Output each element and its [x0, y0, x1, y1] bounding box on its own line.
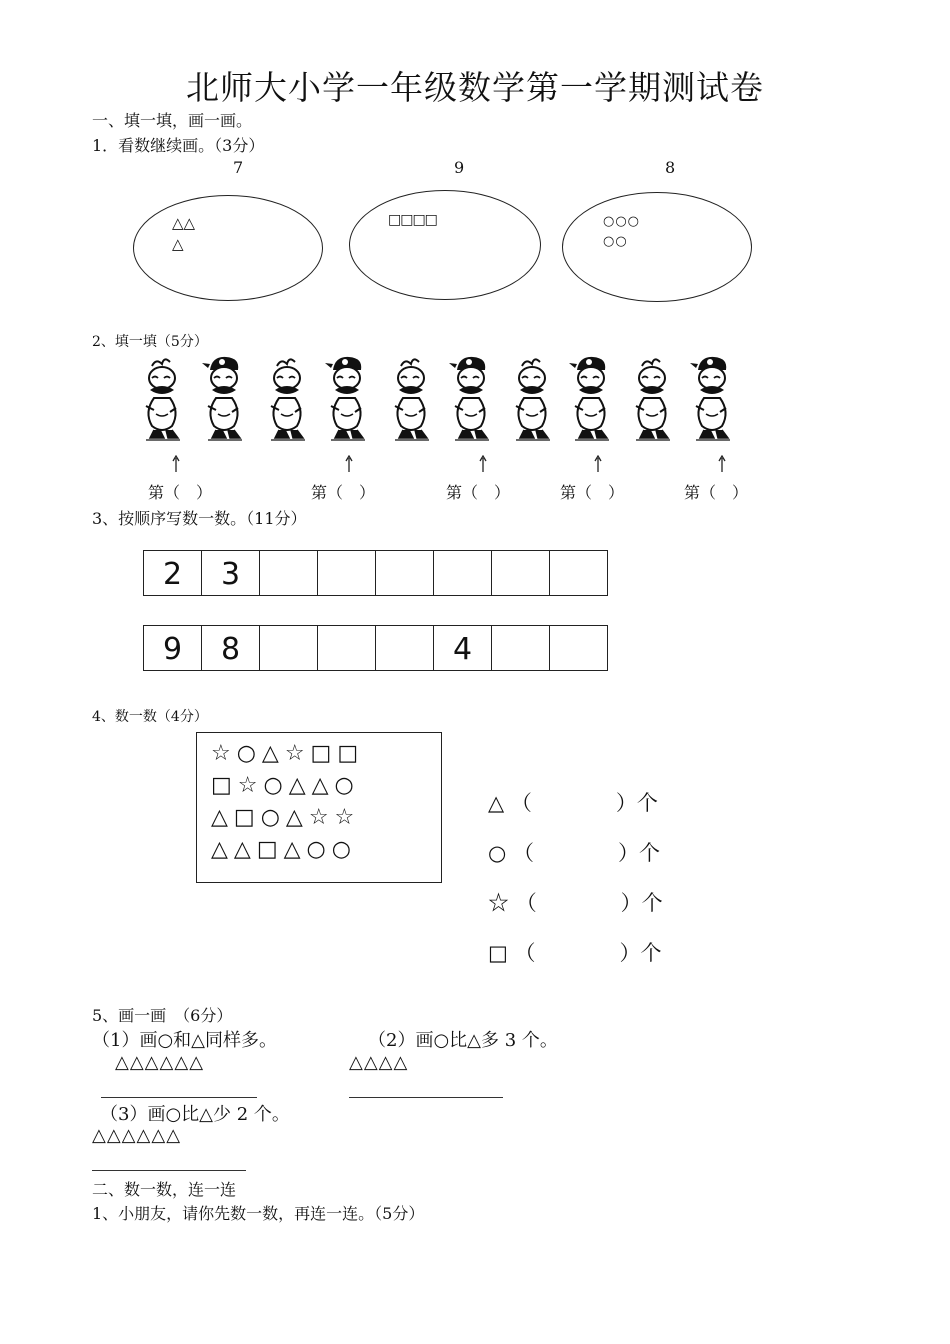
duck-icon: [508, 352, 556, 448]
q5-part3-shapes: △△△△△△: [92, 1125, 182, 1146]
sequence-cell[interactable]: [492, 626, 550, 671]
arrow-up-icon: [171, 455, 181, 473]
sequence-cell[interactable]: [492, 551, 550, 596]
sequence-cell[interactable]: [318, 551, 376, 596]
sequence-cell[interactable]: [376, 626, 434, 671]
q5-part2: （2）画○比△多 3 个。: [368, 1030, 558, 1051]
q1-shapes-1b: △: [172, 235, 184, 253]
drawing-oval-3[interactable]: [562, 192, 752, 302]
count-blank[interactable]: （ ）个: [515, 891, 663, 915]
section1-heading: 一、填一填，画一画。: [92, 111, 253, 130]
page-title: 北师大小学一年级数学第一学期测试卷: [186, 68, 764, 107]
count-blank[interactable]: （ ）个: [510, 791, 658, 815]
duck-with-cap-icon: [447, 352, 495, 448]
duck-icon: [628, 352, 676, 448]
count-star[interactable]: [488, 887, 663, 917]
count-triangle[interactable]: [488, 787, 658, 817]
q5-label: 5、画一画 （6分）: [92, 1006, 233, 1025]
q1-shapes-3a: ○○○: [603, 214, 641, 229]
triangle-icon: △: [488, 791, 505, 815]
ordinal-blank-4[interactable]: 第（ ）: [560, 483, 625, 502]
sequence-cell[interactable]: [376, 551, 434, 596]
ordinal-blank-5[interactable]: 第（ ）: [684, 483, 749, 502]
number-sequence-row-1: [143, 550, 608, 596]
ordinal-blank-1[interactable]: 第（ ）: [148, 483, 213, 502]
sequence-cell[interactable]: 9: [144, 626, 202, 671]
sequence-cell[interactable]: [318, 626, 376, 671]
q2-label: 2、填一填（5分）: [92, 334, 208, 350]
shape-count-box: [196, 732, 442, 883]
section2-q1: 1、小朋友，请你先数一数，再连一连。（5分）: [92, 1204, 425, 1223]
sequence-cell[interactable]: [260, 551, 318, 596]
section2-heading: 二、数一数，连一连: [92, 1180, 237, 1199]
ordinal-blank-2[interactable]: 第（ ）: [311, 483, 376, 502]
answer-line[interactable]: [349, 1097, 503, 1098]
duck-with-cap-icon: [567, 352, 615, 448]
shape-row: □☆○△△○: [211, 773, 360, 798]
q1-number-2: 9: [454, 158, 465, 177]
sequence-cell[interactable]: 4: [434, 626, 492, 671]
q1-shapes-1a: △△: [172, 214, 196, 232]
drawing-oval-1[interactable]: [133, 195, 323, 301]
sequence-cell[interactable]: 2: [144, 551, 202, 596]
answer-line[interactable]: [101, 1097, 257, 1098]
count-blank[interactable]: （ ）个: [514, 941, 662, 965]
duck-icon: [387, 352, 435, 448]
square-icon: □: [488, 941, 508, 965]
duck-with-cap-icon: [200, 352, 248, 448]
q1-shapes-2a: □□□□: [388, 212, 437, 228]
drawing-oval-2[interactable]: [349, 190, 541, 300]
duck-icon: [263, 352, 311, 448]
q1-number-1: 7: [233, 158, 244, 177]
arrow-up-icon: [344, 455, 354, 473]
star-icon: ☆: [488, 891, 509, 915]
number-sequence-row-2: [143, 625, 608, 671]
count-circle[interactable]: [488, 837, 660, 867]
count-blank[interactable]: （ ）个: [513, 841, 661, 865]
arrow-up-icon: [593, 455, 603, 473]
q5-part1: （1）画○和△同样多。: [92, 1030, 278, 1051]
shape-row: △□○△☆☆: [211, 805, 361, 830]
sequence-cell[interactable]: [434, 551, 492, 596]
answer-line[interactable]: [92, 1170, 246, 1171]
q5-part1-shapes: △△△△△△: [115, 1052, 205, 1073]
sequence-cell[interactable]: [260, 626, 318, 671]
q1-number-3: 8: [665, 158, 676, 177]
q5-part2-shapes: △△△△: [349, 1052, 409, 1073]
q1-shapes-3b: ○○: [603, 234, 628, 249]
circle-icon: ○: [488, 841, 507, 865]
sequence-cell[interactable]: 8: [202, 626, 260, 671]
q4-label: 4、数一数（4分）: [92, 709, 208, 725]
sequence-cell[interactable]: [550, 626, 608, 671]
sequence-cell[interactable]: 3: [202, 551, 260, 596]
q5-part3: （3）画○比△少 2 个。: [100, 1104, 290, 1125]
q1-label: 1．看数继续画。（3分）: [92, 136, 265, 155]
sequence-cell[interactable]: [550, 551, 608, 596]
count-square[interactable]: [488, 937, 662, 967]
shape-row: ☆○△☆□□: [211, 741, 365, 766]
duck-with-cap-icon: [323, 352, 371, 448]
duck-with-cap-icon: [688, 352, 736, 448]
shape-row: △△□△○○: [211, 837, 357, 862]
duck-icon: [138, 352, 186, 448]
q3-label: 3、按顺序写数一数。（11分）: [92, 509, 307, 528]
ordinal-blank-3[interactable]: 第（ ）: [446, 483, 511, 502]
arrow-up-icon: [478, 455, 488, 473]
arrow-up-icon: [717, 455, 727, 473]
